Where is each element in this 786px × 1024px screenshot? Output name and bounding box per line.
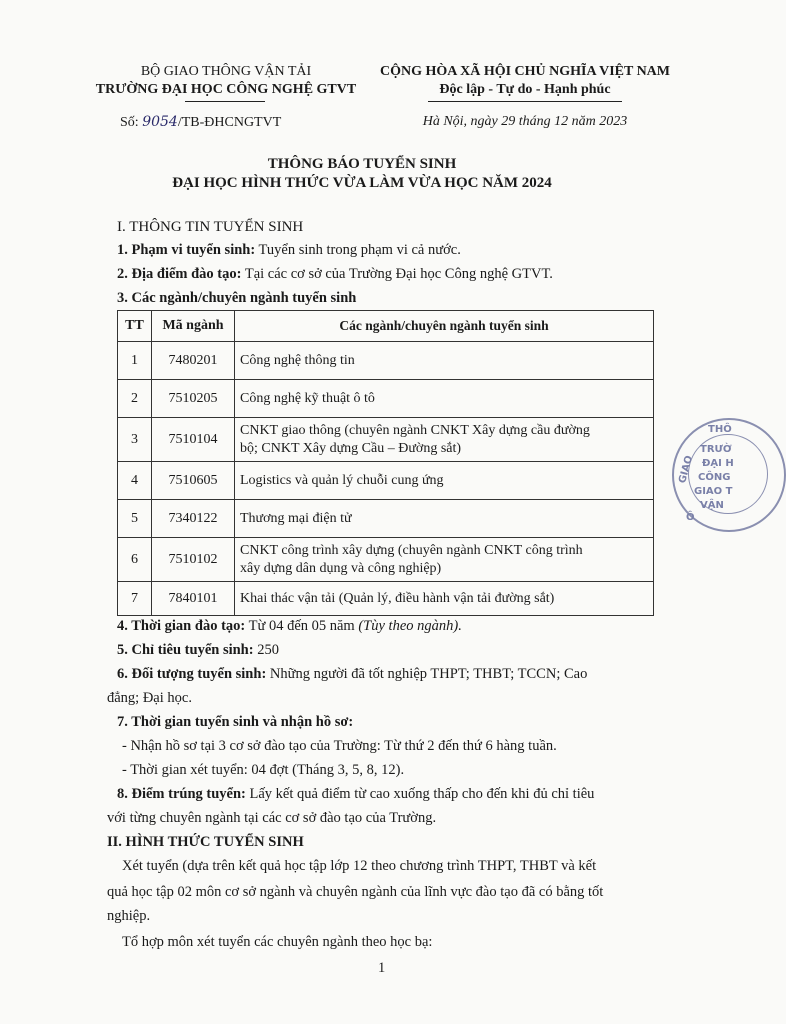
row-code: 7480201 [152, 342, 235, 380]
table-header-major: Các ngành/chuyên ngành tuyển sinh [235, 311, 654, 342]
table-header-tt: TT [118, 311, 152, 342]
row-major-line-2: bộ; CNKT Xây dựng Cầu – Đường sắt) [240, 440, 462, 456]
item-2 [117, 264, 553, 284]
stamp-text: THÔ [708, 424, 732, 435]
official-stamp-partial [672, 418, 786, 532]
row-tt: 1 [118, 342, 152, 380]
stamp-text: GIAO [677, 454, 696, 485]
doc-number-suffix: /TB-ĐHCNGTVT [177, 115, 282, 130]
row-major-line-2: xây dựng dân dụng và công nghiệp) [240, 560, 442, 576]
table-row [118, 380, 654, 418]
item-8-continued: với từng chuyên ngành tại các cơ sở đào tạo của Trường. [107, 810, 437, 826]
stamp-text: CÔNG [698, 472, 731, 483]
majors-table [117, 310, 654, 616]
title-line-1: THÔNG BÁO TUYỂN SINH [267, 156, 457, 172]
row-major: Khai thác vận tải (Quản lý, điều hành vận tải đường sắt) [235, 582, 654, 616]
table-row [118, 462, 654, 500]
header-left-rule [185, 101, 265, 102]
row-major: Công nghệ thông tin [235, 342, 654, 380]
stamp-text: VẬN [700, 500, 724, 511]
item-3-label: 3. Các ngành/chuyên ngành tuyển sinh [117, 290, 357, 306]
item-7-bullet-1: - Nhận hồ sơ tại 3 cơ sở đào tạo của Trường: Từ thứ 2 đến thứ 6 hàng tuần. [122, 738, 557, 754]
item-2-text: Tại các cơ sở của Trường Đại học Công nghệ GTVT. [241, 266, 553, 282]
table-header-row [118, 311, 654, 342]
row-tt: 7 [118, 582, 152, 616]
row-major-line-1: CNKT giao thông (chuyên ngành CNKT Xây dựng cầu đường [240, 422, 590, 438]
item-2-label: 2. Địa điểm đào tạo: [117, 266, 242, 282]
page-number: 1 [378, 960, 386, 976]
table-row [118, 418, 654, 462]
row-tt: 6 [118, 538, 152, 582]
row-code: 7340122 [152, 500, 235, 538]
row-major: Thương mại điện tử [235, 500, 654, 538]
row-major: Logistics và quản lý chuỗi cung ứng [235, 462, 654, 500]
table-row [118, 538, 654, 582]
row-tt: 4 [118, 462, 152, 500]
row-code: 7840101 [152, 582, 235, 616]
stamp-text: ĐẠI H [702, 458, 734, 469]
ministry-name: BỘ GIAO THÔNG VẬN TẢI [140, 64, 312, 79]
row-major: Công nghệ kỹ thuật ô tô [235, 380, 654, 418]
item-8 [117, 784, 594, 804]
row-code: 7510102 [152, 538, 235, 582]
item-4-text: Từ 04 đến 05 năm [245, 618, 359, 634]
table-row [118, 500, 654, 538]
doc-number-handwritten: 9054 [142, 114, 178, 130]
item-8-text: Lấy kết quả điểm từ cao xuống thấp cho đến khi đủ chỉ tiêu [245, 786, 595, 802]
stamp-text: GIAO T [694, 486, 733, 497]
section-2-paragraph-2: Tổ hợp môn xét tuyển các chuyên ngành theo học bạ: [122, 934, 433, 950]
section-2-paragraph-1-line-3: nghiệp. [107, 908, 151, 924]
document-date: Hà Nội, ngày 29 tháng 12 năm 2023 [422, 114, 628, 129]
item-8-label: 8. Điểm trúng tuyển: [117, 786, 246, 802]
section-2-paragraph-1-line-1: Xét tuyển (dựa trên kết quả học tập lớp 12 theo chương trình THPT, THBT và kết [122, 858, 597, 874]
row-tt: 5 [118, 500, 152, 538]
doc-number-label: Số: [120, 115, 139, 130]
item-7-bullet-2: - Thời gian xét tuyển: 04 đợt (Tháng 3, 5, 8, 12). [122, 762, 405, 778]
item-4 [117, 616, 462, 636]
item-5-label: 5. Chỉ tiêu tuyển sinh: [117, 642, 254, 658]
row-code: 7510205 [152, 380, 235, 418]
stamp-text: Ô [686, 512, 695, 523]
section-1-heading: I. THÔNG TIN TUYỂN SINH [117, 219, 304, 235]
item-5 [117, 640, 279, 660]
document-number [120, 112, 281, 133]
section-2-heading: II. HÌNH THỨC TUYỂN SINH [107, 834, 304, 850]
row-major [235, 418, 654, 462]
row-code: 7510605 [152, 462, 235, 500]
table-header-code: Mã ngành [152, 311, 235, 342]
item-6-continued: đẳng; Đại học. [107, 690, 192, 706]
stamp-text: TRƯỜ [700, 444, 732, 455]
title-line-2: ĐẠI HỌC HÌNH THỨC VỪA LÀM VỪA HỌC NĂM 2024 [172, 175, 552, 191]
header-right-rule [428, 101, 622, 102]
row-major [235, 538, 654, 582]
country-name: CỘNG HÒA XÃ HỘI CHỦ NGHĨA VIỆT NAM [379, 64, 670, 79]
item-6 [117, 664, 587, 684]
item-6-text: Những người đã tốt nghiệp THPT; THBT; TCCN; Cao [266, 666, 588, 682]
item-6-label: 6. Đối tượng tuyển sinh: [117, 666, 267, 682]
row-tt: 2 [118, 380, 152, 418]
university-name: TRƯỜNG ĐẠI HỌC CÔNG NGHỆ GTVT [95, 82, 357, 97]
row-tt: 3 [118, 418, 152, 462]
national-motto: Độc lập - Tự do - Hạnh phúc [439, 82, 611, 97]
row-code: 7510104 [152, 418, 235, 462]
item-4-note: (Tùy theo ngành). [358, 618, 462, 634]
item-1-label: 1. Phạm vi tuyển sinh: [117, 242, 256, 258]
item-1-text: Tuyển sinh trong phạm vi cả nước. [255, 242, 461, 258]
item-4-label: 4. Thời gian đào tạo: [117, 618, 246, 634]
item-7-label: 7. Thời gian tuyển sinh và nhận hồ sơ: [117, 714, 354, 730]
row-major-line-1: CNKT công trình xây dựng (chuyên ngành CNKT công trình [240, 542, 583, 558]
section-2-paragraph-1-line-2: quả học tập 02 môn cơ sở ngành và chuyên ngành của lĩnh vực đào tạo đã có bằng tốt [107, 884, 604, 900]
table-row [118, 342, 654, 380]
item-5-text: 250 [253, 642, 279, 658]
table-row [118, 582, 654, 616]
item-1 [117, 240, 461, 260]
